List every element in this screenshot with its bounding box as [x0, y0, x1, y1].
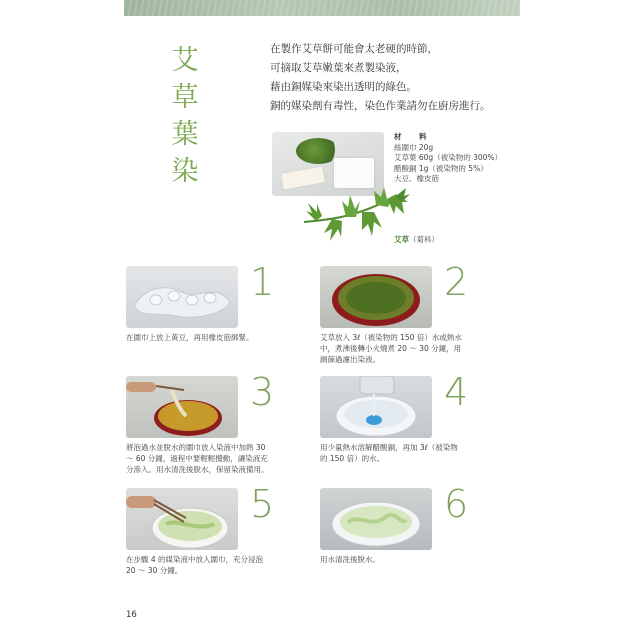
rinse-bowl-image	[320, 488, 432, 550]
step-line: 艾草放入 3ℓ（被染物的 150 倍）水或熱水	[320, 333, 462, 342]
intro-line: 在製作艾草餅可能會太老硬的時節，	[270, 43, 438, 55]
step-2-text	[320, 332, 520, 365]
intro-paragraph	[270, 40, 530, 116]
step-line: 20 ～ 30 分鐘。	[126, 566, 183, 575]
step-2-photo	[320, 266, 432, 328]
materials-item: 醋酸銅 1g（被染物的 5%）	[394, 163, 488, 173]
materials-item: 大豆、橡皮筋	[394, 174, 439, 183]
step-6-photo	[320, 488, 432, 550]
step-3-photo	[126, 376, 238, 438]
step-line: 將泡過水並脫水的圍巾放入染液中加熱 30	[126, 443, 266, 452]
herb-family: （菊科）	[409, 235, 439, 244]
step-line: 在步驟 4 的媒染液中放入圍巾，充分浸泡	[126, 555, 264, 564]
step-line: 用少量熱水溶解醋酸銅，再加 3ℓ（被染物	[320, 443, 458, 452]
step-5-number: 5	[250, 482, 275, 526]
intro-line: 可摘取艾草嫩葉來煮製染液，	[270, 62, 407, 74]
step-line: 的 150 倍）的水。	[320, 454, 385, 463]
page-title: 艾草葉染	[171, 45, 199, 187]
intro-line: 銅的媒染劑有毒性，染色作業請勿在廚房進行。	[270, 100, 491, 112]
mordant-bowl-image	[320, 376, 432, 438]
materials-item: 絲圍巾 20g	[394, 142, 434, 152]
page-number: 16	[126, 610, 137, 620]
step-4-number: 4	[444, 370, 469, 414]
step-3-text	[126, 442, 326, 475]
step-1-text	[126, 332, 326, 343]
step-4-text	[320, 442, 520, 464]
step-line: ～ 60 分鐘，過程中要輕輕攪動，讓染液充	[126, 454, 268, 463]
step-4-photo	[320, 376, 432, 438]
step-line: 中，煮沸後轉小火燒煮 20 ～ 30 分鐘，用	[320, 344, 462, 353]
soaking-scarf-image	[126, 488, 238, 550]
step-6-number: 6	[444, 482, 469, 526]
step-5-text	[126, 554, 326, 576]
materials-list	[394, 132, 534, 185]
step-2-number: 2	[444, 260, 469, 304]
materials-heading: 材 料	[394, 132, 432, 141]
pot-with-leaves-image	[320, 266, 432, 328]
step-1-number: 1	[250, 260, 275, 304]
step-3-number: 3	[250, 370, 275, 414]
header-decorative-band	[124, 0, 520, 16]
dye-bath-image	[126, 376, 238, 438]
herb-name: 艾草	[394, 235, 409, 244]
scarf-bundle-image	[126, 266, 238, 328]
materials-item: 艾草葉 60g（被染物的 300%）	[394, 153, 503, 162]
step-1-photo	[126, 266, 238, 328]
step-5-photo	[126, 488, 238, 550]
intro-line: 藉由銅媒染來染出透明的綠色。	[270, 81, 417, 93]
step-line: 用水清洗後脫水。	[320, 555, 380, 564]
step-6-text	[320, 554, 520, 565]
herb-caption	[394, 234, 439, 245]
step-line: 在圍巾上放上黃豆，再用橡皮筋綁緊。	[126, 333, 254, 342]
step-line: 網篩過濾出染液。	[320, 355, 380, 364]
step-line: 分滲入。用水清洗後脫水，保留染液備用。	[126, 465, 269, 474]
